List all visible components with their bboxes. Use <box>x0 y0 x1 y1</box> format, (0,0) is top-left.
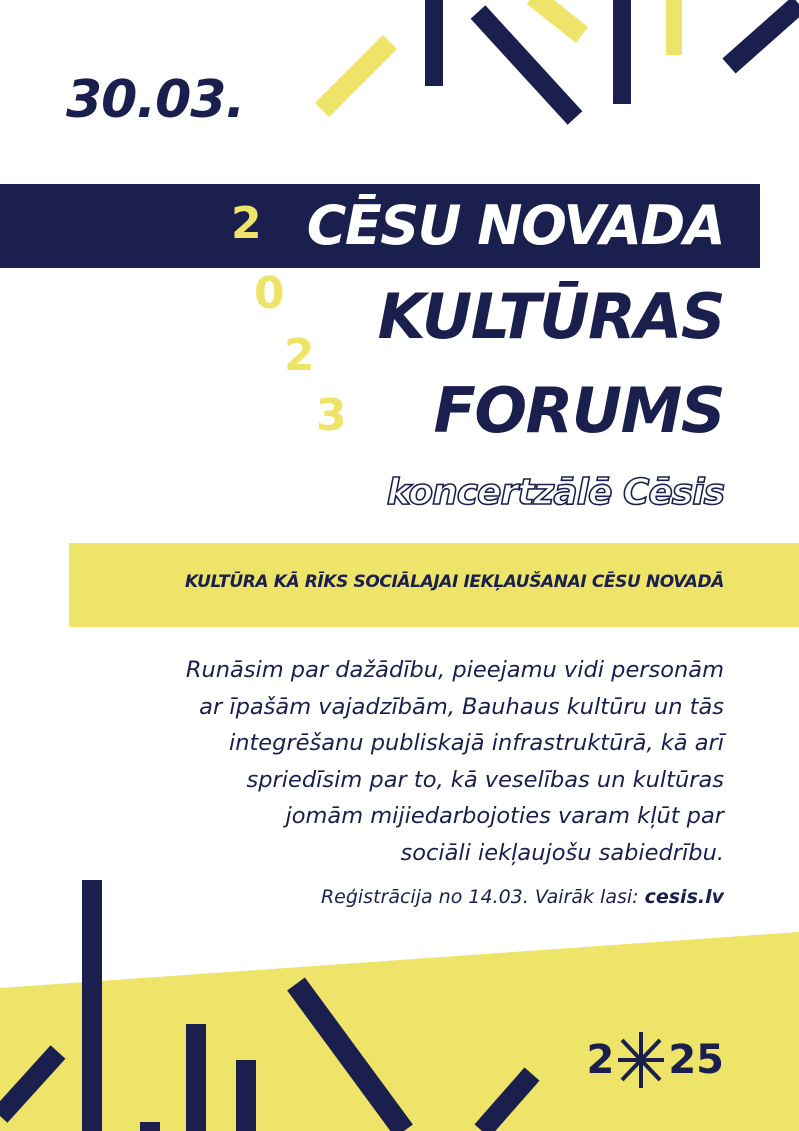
description-line: sociāli iekļaujošu sabiedrību. <box>400 839 724 866</box>
year-digit: 3 <box>316 390 347 441</box>
description-line: spriedīsim par to, kā veselības un kultūras <box>246 766 724 793</box>
website-link[interactable]: cesis.lv <box>644 886 724 908</box>
logo-digit-right: 25 <box>668 1037 724 1083</box>
asterisk-star-icon <box>616 1032 666 1088</box>
registration-text: Reģistrācija no 14.03. Vairāk lasi: <box>320 886 645 908</box>
year-digit: 2 <box>231 198 262 249</box>
registration-info <box>321 886 724 908</box>
title-line-3: FORUMS <box>433 374 724 447</box>
description-line: jomām mijiedarbojoties varam kļūt par <box>285 803 724 829</box>
description-line: ar īpašām vajadzībām, Bauhaus kultūru un tās <box>199 693 724 720</box>
title-line-2: KULTŪRAS <box>377 280 724 353</box>
venue-name: koncertzālē Cēsis <box>386 472 724 513</box>
description-line: Runāsim par dažādību, pieejamu vidi personām <box>185 657 724 683</box>
logo-digit-left: 2 <box>586 1037 615 1083</box>
year-digit: 0 <box>254 268 285 319</box>
title-line-1: CĒSU NOVADA <box>306 194 724 257</box>
logo-2025 <box>586 1032 724 1088</box>
year-digit: 2 <box>284 330 315 381</box>
event-date: 30.03. <box>66 70 245 130</box>
theme-text: KULTŪRA KĀ RĪKS SOCIĀLAJAI IEKĻAUŠANAI CĒSU NOVADĀ <box>184 572 724 592</box>
event-description <box>164 652 724 871</box>
description-line: integrēšanu publiskajā infrastruktūrā, kā arī <box>228 730 724 756</box>
